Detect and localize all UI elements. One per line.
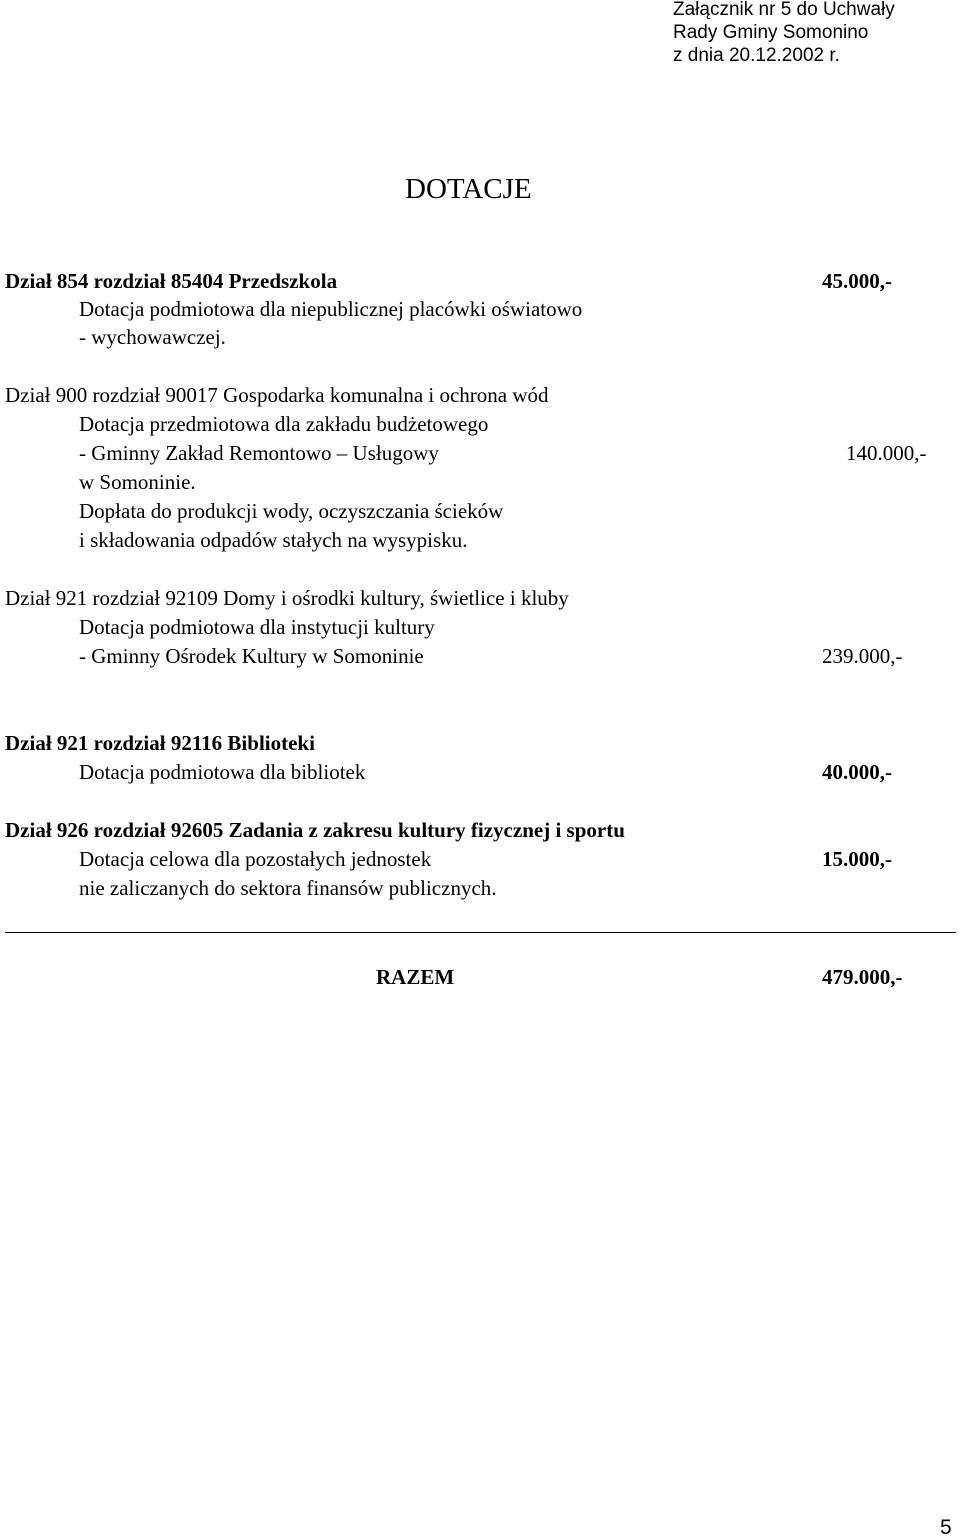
section-line: Dotacja przedmiotowa dla zakładu budżetowego (79, 412, 489, 436)
section-line: Dotacja celowa dla pozostałych jednostek (79, 847, 432, 871)
section-line: i składowania odpadów stałych na wysypisku. (79, 528, 468, 552)
page-title: DOTACJE (405, 173, 532, 205)
section-heading: Dział 854 rozdział 85404 Przedszkola (5, 269, 338, 293)
section-heading: Dział 900 rozdział 90017 Gospodarka komunalna i ochrona wód (5, 383, 549, 407)
total-label: RAZEM (376, 965, 455, 989)
total-divider (5, 932, 956, 933)
section-line: - wychowawczej. (79, 325, 226, 349)
section-amount: 15.000,- (822, 847, 892, 871)
section-line: - Gminny Ośrodek Kultury w Somoninie (79, 644, 424, 668)
total-amount: 479.000,- (822, 965, 903, 989)
section-line: nie zaliczanych do sektora finansów publicznych. (79, 876, 497, 900)
attachment-header-line-1: Załącznik nr 5 do Uchwały (673, 0, 895, 20)
attachment-header-line-3: z dnia 20.12.2002 r. (673, 45, 840, 66)
section-amount: 239.000,- (822, 644, 903, 668)
section-amount: 40.000,- (822, 760, 892, 784)
section-amount: 45.000,- (822, 269, 892, 293)
section-heading: Dział 921 rozdział 92109 Domy i ośrodki kultury, świetlice i kluby (5, 586, 569, 610)
section-heading: Dział 921 rozdział 92116 Biblioteki (5, 731, 315, 755)
section-line: Dotacja podmiotowa dla instytucji kultury (79, 615, 435, 639)
section-line: Dotacja podmiotowa dla bibliotek (79, 760, 366, 784)
section-line: Dotacja podmiotowa dla niepublicznej placówki oświatowo (79, 297, 583, 321)
section-line: w Somoninie. (79, 470, 196, 494)
section-amount: 140.000,- (846, 441, 927, 465)
section-line: Dopłata do produkcji wody, oczyszczania ścieków (79, 499, 504, 523)
section-line: - Gminny Zakład Remontowo – Usługowy (79, 441, 439, 465)
section-heading: Dział 926 rozdział 92605 Zadania z zakresu kultury fizycznej i sportu (5, 818, 625, 842)
page-number: 5 (940, 1516, 952, 1539)
attachment-header-line-2: Rady Gminy Somonino (673, 22, 869, 43)
